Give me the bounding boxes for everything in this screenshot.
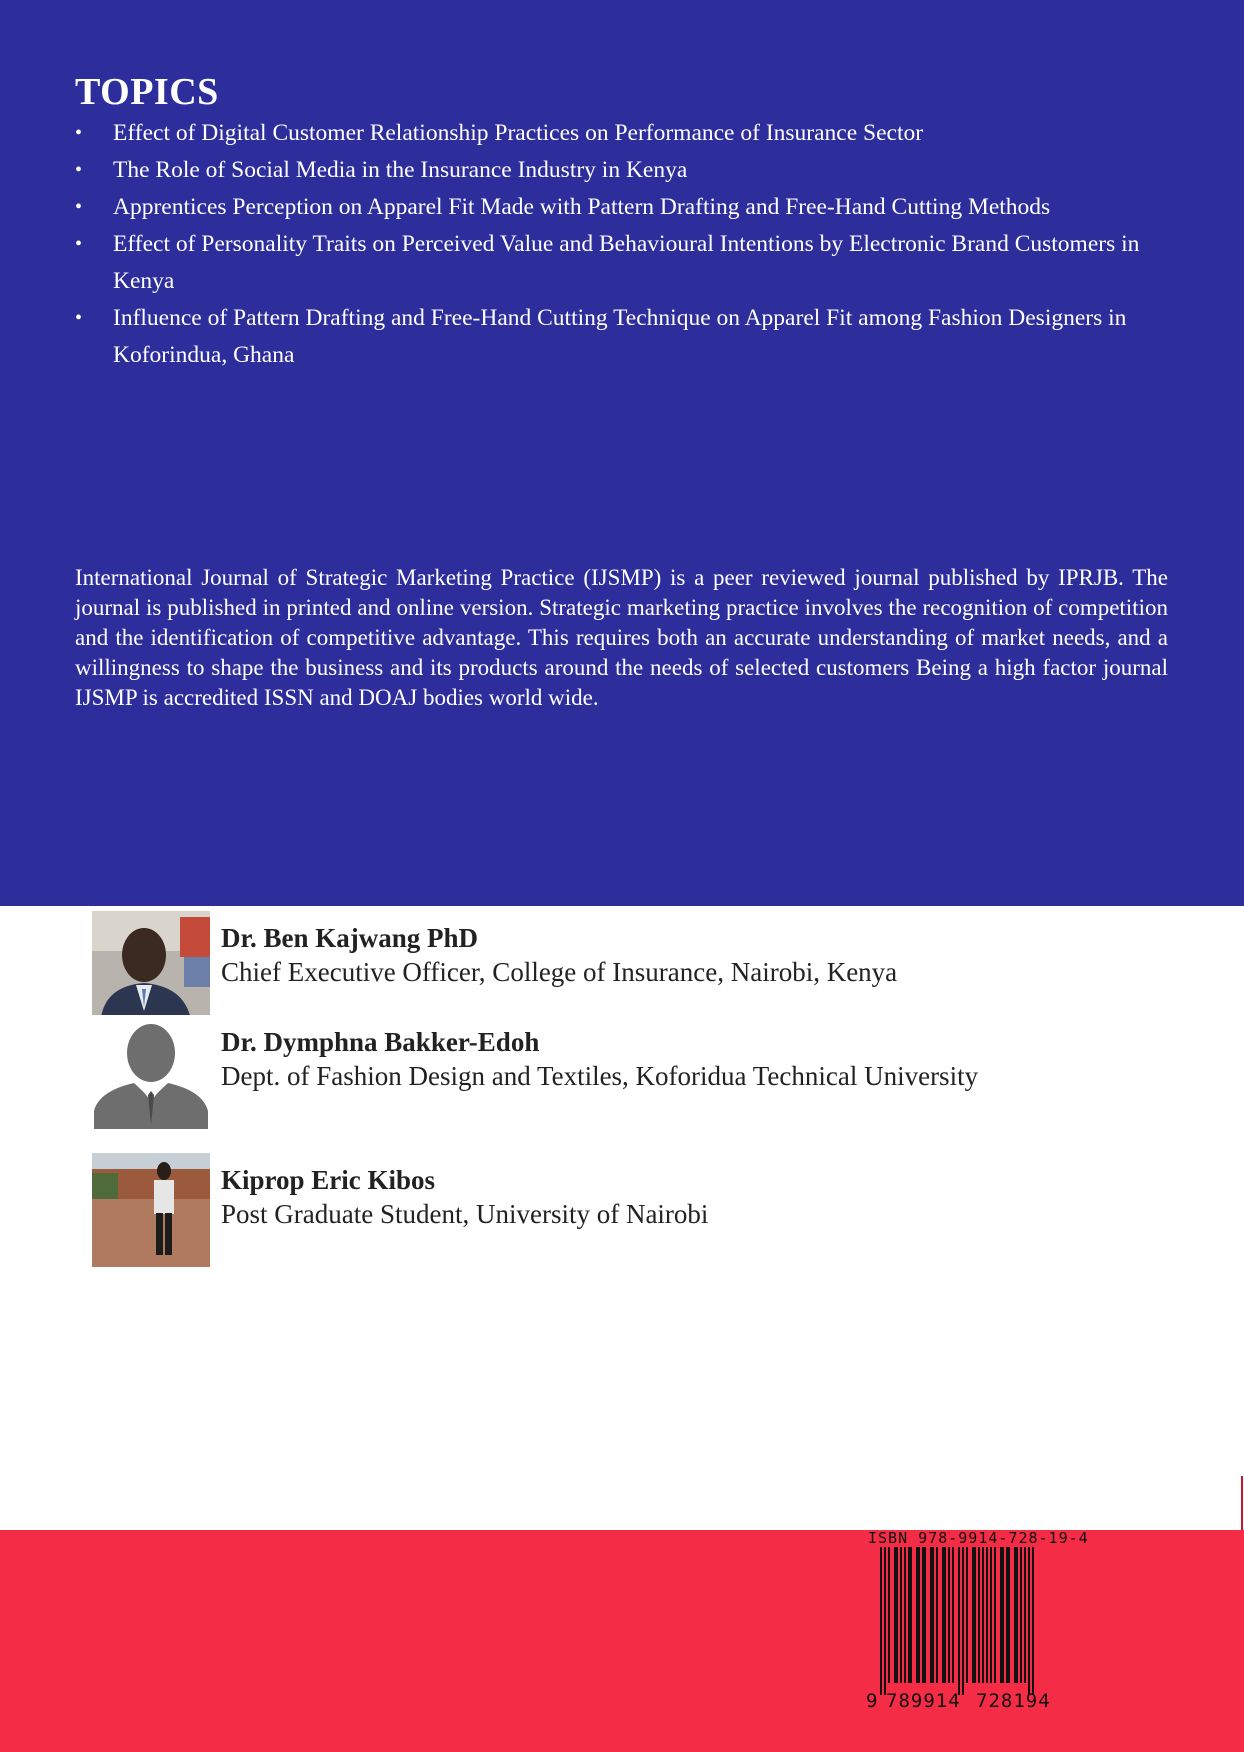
author-text	[221, 921, 897, 989]
topic-text: Effect of Digital Customer Relationship Practices on Performance of Insurance Sector	[113, 120, 924, 146]
barcode-left-group: 789914	[886, 1690, 961, 1712]
author-text	[221, 1163, 708, 1231]
topic-text: Apprentices Perception on Apparel Fit Made with Pattern Drafting and Free-Hand Cutting Methods	[113, 194, 1051, 220]
author-role: Dept. of Fashion Design and Textiles, Koforidua Technical University	[221, 1061, 979, 1091]
barcode-right-group: 728194	[976, 1690, 1051, 1712]
author-role: Chief Executive Officer, College of Insurance, Nairobi, Kenya	[221, 957, 898, 987]
bullet: •	[75, 196, 83, 218]
barcode-bar	[978, 1547, 980, 1683]
topic-item	[75, 115, 1175, 152]
author-name: Dr. Dymphna Bakker-Edoh	[221, 1027, 540, 1057]
author-photo	[92, 911, 210, 1025]
portrait-photo-icon	[92, 911, 210, 1025]
barcode-bar	[880, 1547, 882, 1695]
topic-text: The Role of Social Media in the Insurance Industry in Kenya	[113, 157, 688, 183]
bullet: •	[75, 307, 83, 329]
topic-item	[75, 226, 1175, 300]
barcode-bar	[972, 1547, 976, 1683]
barcode-bar	[966, 1547, 968, 1683]
topics-list	[75, 115, 1175, 374]
edge-mark	[1241, 1476, 1243, 1530]
barcode-bar	[936, 1547, 938, 1683]
journal-description: International Journal of Strategic Marketing Practice (IJSMP) is a peer reviewed journal published by IPRJB. The journal is published in printed and online version. Strategic marketing practice involves the recognition of competition and the identification of competitive advantage. This requires both an accurate understanding of market needs, and a willingness to shape the business and its products around the needs of selected customers Being a high factor journal IJSMP is accredited ISSN and DOAJ bodies world wide.	[75, 565, 1168, 710]
topic-item	[75, 189, 1175, 226]
author-name: Dr. Ben Kajwang PhD	[221, 923, 479, 953]
barcode-bar	[990, 1547, 992, 1683]
barcode-bar	[982, 1547, 984, 1683]
author-card	[92, 911, 1192, 1027]
barcode-bar	[986, 1547, 988, 1683]
isbn-label: ISBN 978-9914-728-19-4	[868, 1529, 1089, 1547]
barcode-bars	[880, 1547, 1034, 1695]
author-card	[92, 1153, 1192, 1269]
barcode-bar	[888, 1547, 890, 1683]
barcode	[866, 1547, 1076, 1712]
barcode-bar	[1020, 1547, 1022, 1683]
barcode-bar	[1028, 1547, 1030, 1695]
barcode-bar	[1014, 1547, 1018, 1683]
barcode-bar	[900, 1547, 902, 1683]
barcode-bar	[1024, 1547, 1026, 1683]
bullet: •	[75, 233, 83, 255]
barcode-bar	[994, 1547, 996, 1683]
barcode-bar	[904, 1547, 906, 1683]
barcode-bar	[916, 1547, 920, 1683]
barcode-bar	[894, 1547, 898, 1683]
barcode-bar	[1006, 1547, 1010, 1683]
barcode-bar	[930, 1547, 934, 1683]
barcode-bar	[922, 1547, 926, 1683]
barcode-bar	[952, 1547, 954, 1683]
barcode-bar	[962, 1547, 964, 1695]
author-text	[221, 1025, 978, 1093]
barcode-bar	[908, 1547, 912, 1683]
barcode-bar	[1000, 1547, 1004, 1683]
portrait-photo-icon	[92, 1153, 210, 1267]
author-card	[92, 1015, 1192, 1131]
barcode-bar	[884, 1547, 886, 1695]
author-role: Post Graduate Student, University of Nairobi	[221, 1199, 709, 1229]
barcode-first-digit: 9	[866, 1690, 878, 1712]
topic-item	[75, 300, 1175, 374]
barcode-bar	[958, 1547, 960, 1695]
author-photo	[92, 1015, 210, 1129]
topic-item	[75, 152, 1175, 189]
topics-title: TOPICS	[75, 71, 219, 113]
bullet: •	[75, 122, 83, 144]
author-name: Kiprop Eric Kibos	[221, 1165, 436, 1195]
avatar-placeholder-icon	[92, 1015, 210, 1129]
author-photo	[92, 1153, 210, 1267]
topic-text: Effect of Personality Traits on Perceived Value and Behavioural Intentions by Electronic Brand Customers in Kenya	[113, 231, 1140, 294]
barcode-bar	[1032, 1547, 1034, 1695]
bullet: •	[75, 159, 83, 181]
barcode-bar	[942, 1547, 946, 1683]
topic-text: Influence of Pattern Drafting and Free-Hand Cutting Technique on Apparel Fit among Fashion Designers in Koforindua, Ghana	[113, 305, 1127, 368]
barcode-bar	[948, 1547, 950, 1683]
